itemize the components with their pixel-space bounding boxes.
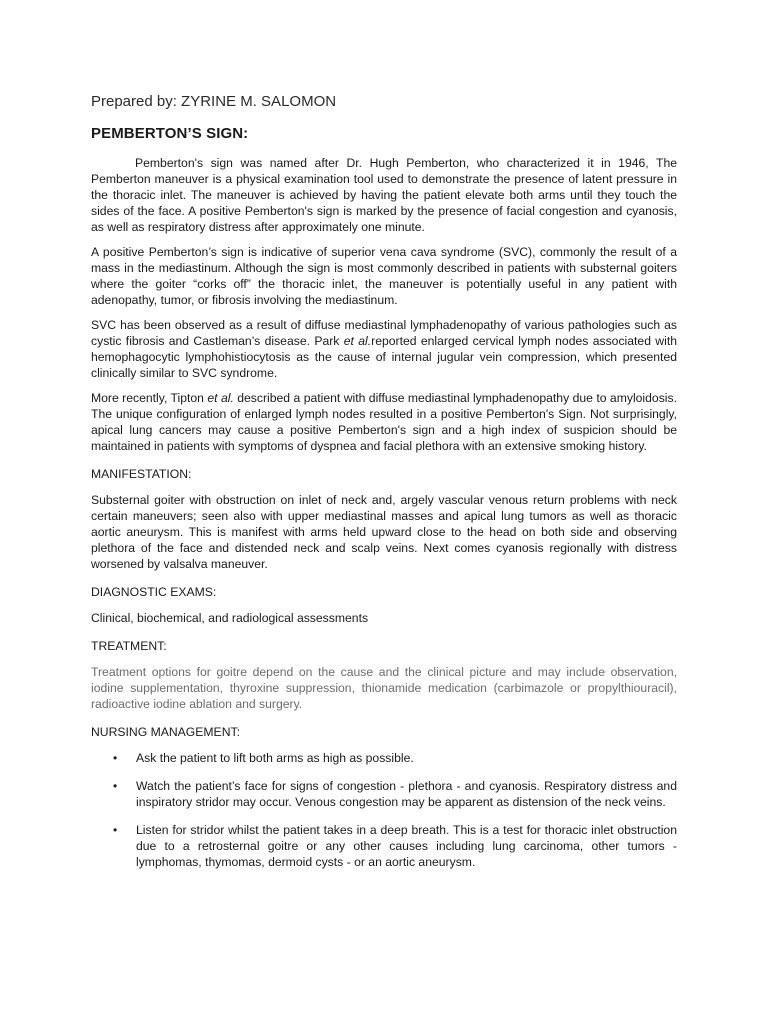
paragraph-text: SVC has been observed as a result of diffuse mediastinal lymphadenopathy of various pathologies such as cystic fibrosis and Castleman’s disease. Park: [91, 318, 677, 348]
treatment-text: Treatment options for goitre depend on the cause and the clinical picture and may include observation, iodine supplementation, thyroxine suppression, thionamide medication (carbimazole or propylthiouracil), radioactive iodine ablation and surgery.: [91, 665, 677, 711]
treatment-heading: TREATMENT:: [91, 639, 167, 653]
bullet-icon: •: [113, 779, 118, 793]
nursing-list: [91, 750, 677, 870]
list-item: [91, 778, 677, 810]
manifestation-text: Substernal goiter with obstruction on inlet of neck and, argely vascular venous return problems with neck certain maneuvers; seen also with upper mediastinal masses and apical lung tumors as well as thoracic aortic aneurysm. This is manifest with arms held upward close to the head on both side and observing plethora of the face and distended neck and scalp veins. Next comes cyanosis regionally with distress worsened by valsalva maneuver.: [91, 493, 677, 571]
list-item: [91, 750, 677, 766]
paragraph-svc-observations: [91, 317, 677, 381]
diagnostic-text: Clinical, biochemical, and radiological assessments: [91, 611, 369, 625]
prepared-by-line: Prepared by: ZYRINE M. SALOMON: [91, 93, 337, 110]
nursing-heading: NURSING MANAGEMENT:: [91, 725, 240, 739]
citation-et-al: et al.: [343, 334, 372, 348]
manifestation-heading: MANIFESTATION:: [91, 467, 192, 481]
bullet-icon: •: [113, 751, 118, 765]
list-item: [91, 822, 677, 870]
citation-et-al: et al.: [207, 391, 234, 405]
diagnostic-heading: DIAGNOSTIC EXAMS:: [91, 585, 217, 599]
paragraph-tipton: [91, 390, 677, 454]
list-item-text: Listen for stridor whilst the patient takes in a deep breath. This is a test for thoracic inlet obstruction due to a retrosternal goitre or any other causes including lung carcinoma, other tumors - lymphomas, thymomas, dermoid cysts - or an aortic aneurysm.: [136, 823, 677, 869]
bullet-icon: •: [113, 823, 118, 837]
document-page: [91, 92, 677, 882]
list-item-text: Ask the patient to lift both arms as high as possible.: [136, 751, 414, 765]
paragraph-text: More recently, Tipton: [91, 391, 208, 405]
paragraph-text: described a patient with diffuse mediastinal lymphadenopathy due to amyloidosis. The unique configuration of enlarged lymph nodes resulted in a positive Pemberton's Sign. Not surprisingly, apical lung cancers may cause a positive Pemberton's sign and a high index of suspicion should be maintained in patients with symptoms of dyspnea and facial plethora with an extensive smoking history.: [91, 391, 677, 453]
paragraph-text: reported enlarged cervical lymph nodes associated with hemophagocytic lymphohistiocytosis as the cause of internal jugular vein compression, which presented clinically similar to SVC syndrome.: [91, 334, 677, 380]
paragraph-svc-indicator: A positive Pemberton’s sign is indicative of superior vena cava syndrome (SVC), commonly the result of a mass in the mediastinum. Although the sign is most commonly described in patients with substernal goiters where the goiter “corks off” the thoracic inlet, the maneuver is potentially useful in any patient with adenopathy, tumor, or fibrosis involving the mediastinum.: [91, 245, 677, 307]
list-item-text: Watch the patient’s face for signs of congestion - plethora - and cyanosis. Respiratory distress and inspiratory stridor may occur. Venous congestion may be apparent as distension of the neck veins.: [136, 779, 677, 809]
paragraph-intro: Pemberton's sign was named after Dr. Hugh Pemberton, who characterized it in 1946, The Pemberton maneuver is a physical examination tool used to demonstrate the presence of latent pressure in the thoracic inlet. The maneuver is achieved by having the patient elevate both arms until they touch the sides of the face. A positive Pemberton's sign is marked by the presence of facial congestion and cyanosis, as well as respiratory distress after approximately one minute.: [91, 156, 677, 234]
document-title: PEMBERTON’S SIGN:: [91, 125, 249, 142]
